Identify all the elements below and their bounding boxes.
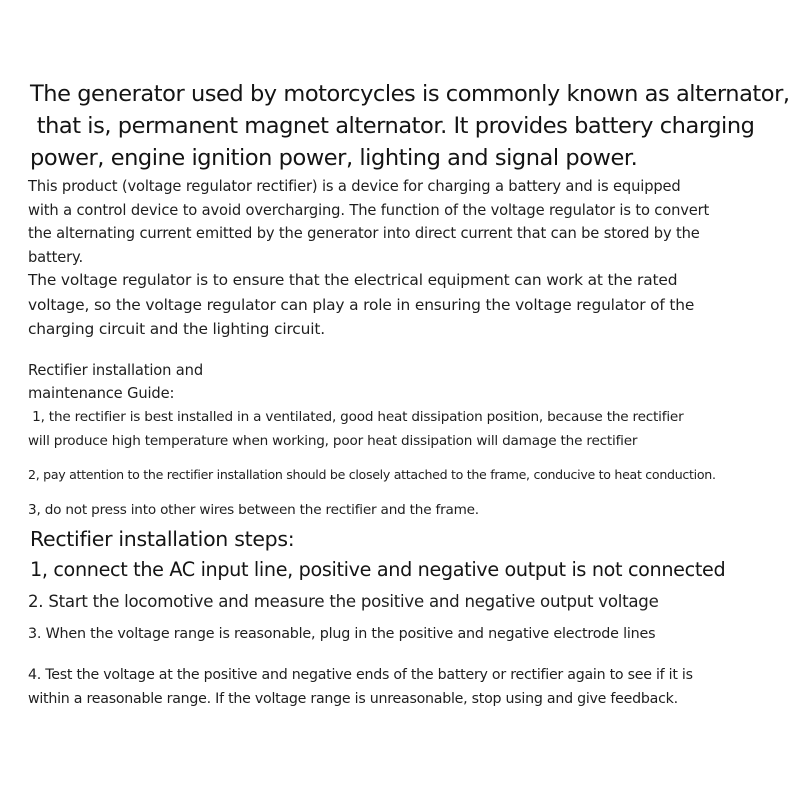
description-line: battery. — [28, 248, 83, 266]
intro-paragraph — [30, 78, 790, 174]
guide-heading-line: Rectifier installation and — [28, 362, 203, 379]
description-line: This product (voltage regulator rectifier) is a device for charging a battery and is equipped — [28, 178, 681, 195]
regulator-role-line: voltage, so the voltage regulator can play a role in ensuring the voltage regulator of the — [28, 295, 695, 314]
step-2: 2. Start the locomotive and measure the positive and negative output voltage — [28, 592, 659, 611]
guide-heading-line: maintenance Guide: — [28, 384, 175, 402]
guide-item-3: 3, do not press into other wires between the rectifier and the frame. — [28, 502, 479, 518]
guide-item-line: will produce high temperature when working, poor heat dissipation will damage the rectifier — [28, 433, 638, 449]
guide-heading — [28, 360, 203, 405]
intro-line: power, engine ignition power, lighting and signal power. — [30, 145, 638, 171]
step-1: 1, connect the AC input line, positive and negative output is not connected — [30, 558, 726, 581]
intro-line: that is, permanent magnet alternator. It provides battery charging — [30, 113, 755, 139]
step-4 — [28, 663, 693, 711]
regulator-role-line: The voltage regulator is to ensure that the electrical equipment can work at the rated — [28, 271, 678, 289]
steps-title: Rectifier installation steps: — [30, 527, 295, 551]
guide-item-1 — [28, 405, 683, 453]
description-line: the alternating current emitted by the generator into direct current that can be stored by the — [28, 225, 700, 242]
guide-item-line: 1, the rectifier is best installed in a ventilated, good heat dissipation position, because the rectifier — [28, 409, 684, 425]
regulator-role-paragraph — [28, 268, 694, 342]
regulator-role-line: charging circuit and the lighting circuit. — [28, 320, 325, 338]
step-4-line: within a reasonable range. If the voltage range is unreasonable, stop using and give feedback. — [28, 691, 678, 707]
description-line: with a control device to avoid overcharging. The function of the voltage regulator is to convert — [28, 201, 710, 219]
step-3: 3. When the voltage range is reasonable, plug in the positive and negative electrode lines — [28, 626, 656, 642]
product-description-paragraph — [28, 175, 709, 269]
intro-line: The generator used by motorcycles is commonly known as alternator, — [30, 81, 790, 107]
guide-item-2: 2, pay attention to the rectifier installation should be closely attached to the frame, conducive to heat conduction. — [28, 467, 716, 482]
step-4-line: 4. Test the voltage at the positive and negative ends of the battery or rectifier again to see if it is — [28, 667, 693, 683]
